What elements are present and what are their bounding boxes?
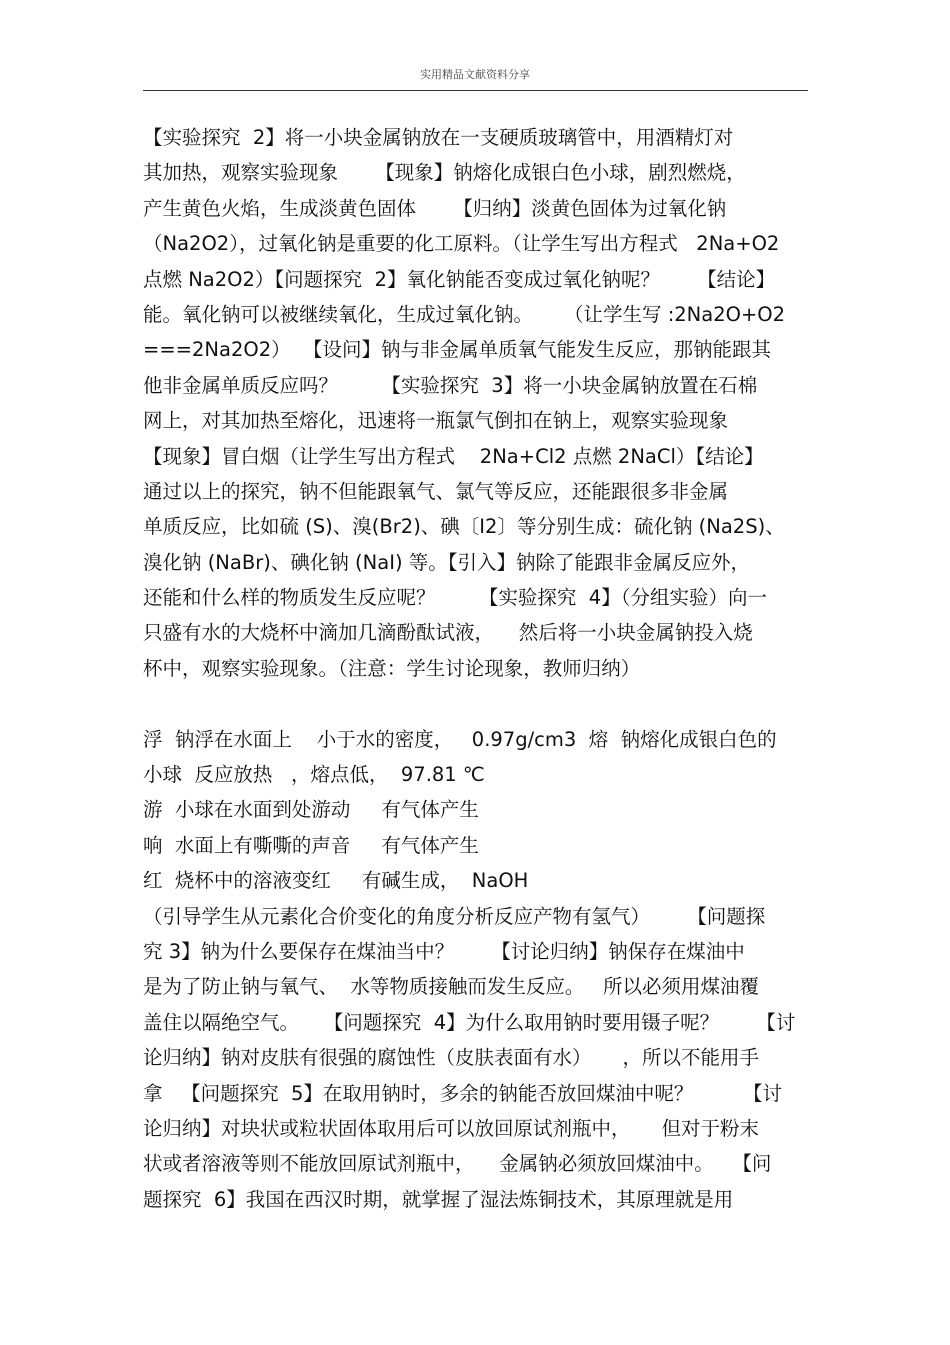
text-line: 游 小球在水面到处游动 有气体产生	[143, 798, 479, 822]
paragraph-gap	[143, 686, 823, 721]
text-line: 浮 钠浮在水面上 小于水的密度， 0.97g/cm3 熔 钠熔化成银白色的	[143, 727, 777, 751]
text-line: 溴化钠 (NaBr)、碘化钠 (NaI) 等。【引入】钠除了能跟非金属反应外，	[143, 550, 750, 574]
text-line: 通过以上的探究，钠不但能跟氧气、氯气等反应，还能跟很多非金属	[143, 479, 729, 503]
text-line: 题探究 6】我国在西汉时期，就掌握了湿法炼铜技术，其原理就是用	[143, 1187, 734, 1211]
text-line: 拿 【问题探究 5】在取用钠时，多余的钠能否放回煤油中呢？ 【讨	[143, 1081, 782, 1105]
text-line: 网上，对其加热至熔化，迅速将一瓶氯气倒扣在钠上，观察实验现象	[143, 409, 729, 433]
text-line: 红 烧杯中的溶液变红 有碱生成， NaOH	[143, 869, 529, 893]
text-line: 【现象】冒白烟（让学生写出方程式 2Na+Cl2 点燃 2NaCl）【结论】	[143, 444, 764, 468]
text-line: 是为了防止钠与氧气、 水等物质接触而发生反应。 所以必须用煤油覆	[143, 975, 759, 999]
header-rule	[143, 90, 808, 91]
text-line: 其加热，观察实验现象 【现象】钠熔化成银白色小球，剧烈燃烧，	[143, 161, 746, 185]
page-header: 实用精品文献资料分享	[420, 68, 530, 81]
text-line: （引导学生从元素化合价变化的角度分析反应产物有氢气） 【问题探	[143, 904, 766, 928]
text-line: （Na2O2），过氧化钠是重要的化工原料。（让学生写出方程式 2Na+O2	[143, 232, 780, 256]
text-line: 产生黄色火焰，生成淡黄色固体 【归纳】淡黄色固体为过氧化钠	[143, 196, 727, 220]
text-line: 论归纳】钠对皮肤有很强的腐蚀性（皮肤表面有水） ，所以不能用手	[143, 1046, 759, 1070]
body-text	[143, 120, 823, 1217]
text-line: 究 3】钠为什么要保存在煤油当中？ 【讨论归纳】钠保存在煤油中	[143, 939, 745, 963]
text-line: 只盛有水的大烧杯中滴加几滴酚酞试液， 然后将一小块金属钠投入烧	[143, 621, 753, 645]
text-line: 他非金属单质反应吗？ 【实验探究 3】将一小块金属钠放置在石棉	[143, 373, 758, 397]
text-line: 还能和什么样的物质发生反应呢？ 【实验探究 4】（分组实验）向一	[143, 586, 767, 610]
text-line: 论归纳】对块状或粒状固体取用后可以放回原试剂瓶中， 但对于粉末	[143, 1116, 759, 1140]
text-line: 状或者溶液等则不能放回原试剂瓶中， 金属钠必须放回煤油中。 【问	[143, 1152, 772, 1176]
text-line: ===2Na2O2） 【设问】钠与非金属单质氧气能发生反应，那钠能跟其	[143, 338, 772, 362]
text-line: 小球 反应放热 ，熔点低， 97.81 ℃	[143, 763, 485, 787]
text-line: 能。氧化钠可以被继续氧化，生成过氧化钠。 （让学生写 :2Na2O+O2	[143, 302, 786, 326]
text-line: 响 水面上有嘶嘶的声音 有气体产生	[143, 833, 479, 857]
text-line: 【实验探究 2】将一小块金属钠放在一支硬质玻璃管中，用酒精灯对	[143, 126, 734, 149]
text-line: 盖住以隔绝空气。 【问题探究 4】为什么取用钠时要用镊子呢？ 【讨	[143, 1010, 796, 1034]
text-line: 杯中，观察实验现象。（注意：学生讨论现象，教师归纳）	[143, 656, 641, 680]
text-line: 单质反应，比如硫 (S)、溴(Br2)、碘〔I2〕等分别生成：硫化钠 (Na2S)、	[143, 515, 785, 539]
text-line: 点燃 Na2O2）【问题探究 2】氧化钠能否变成过氧化钠呢？ 【结论】	[143, 267, 776, 291]
